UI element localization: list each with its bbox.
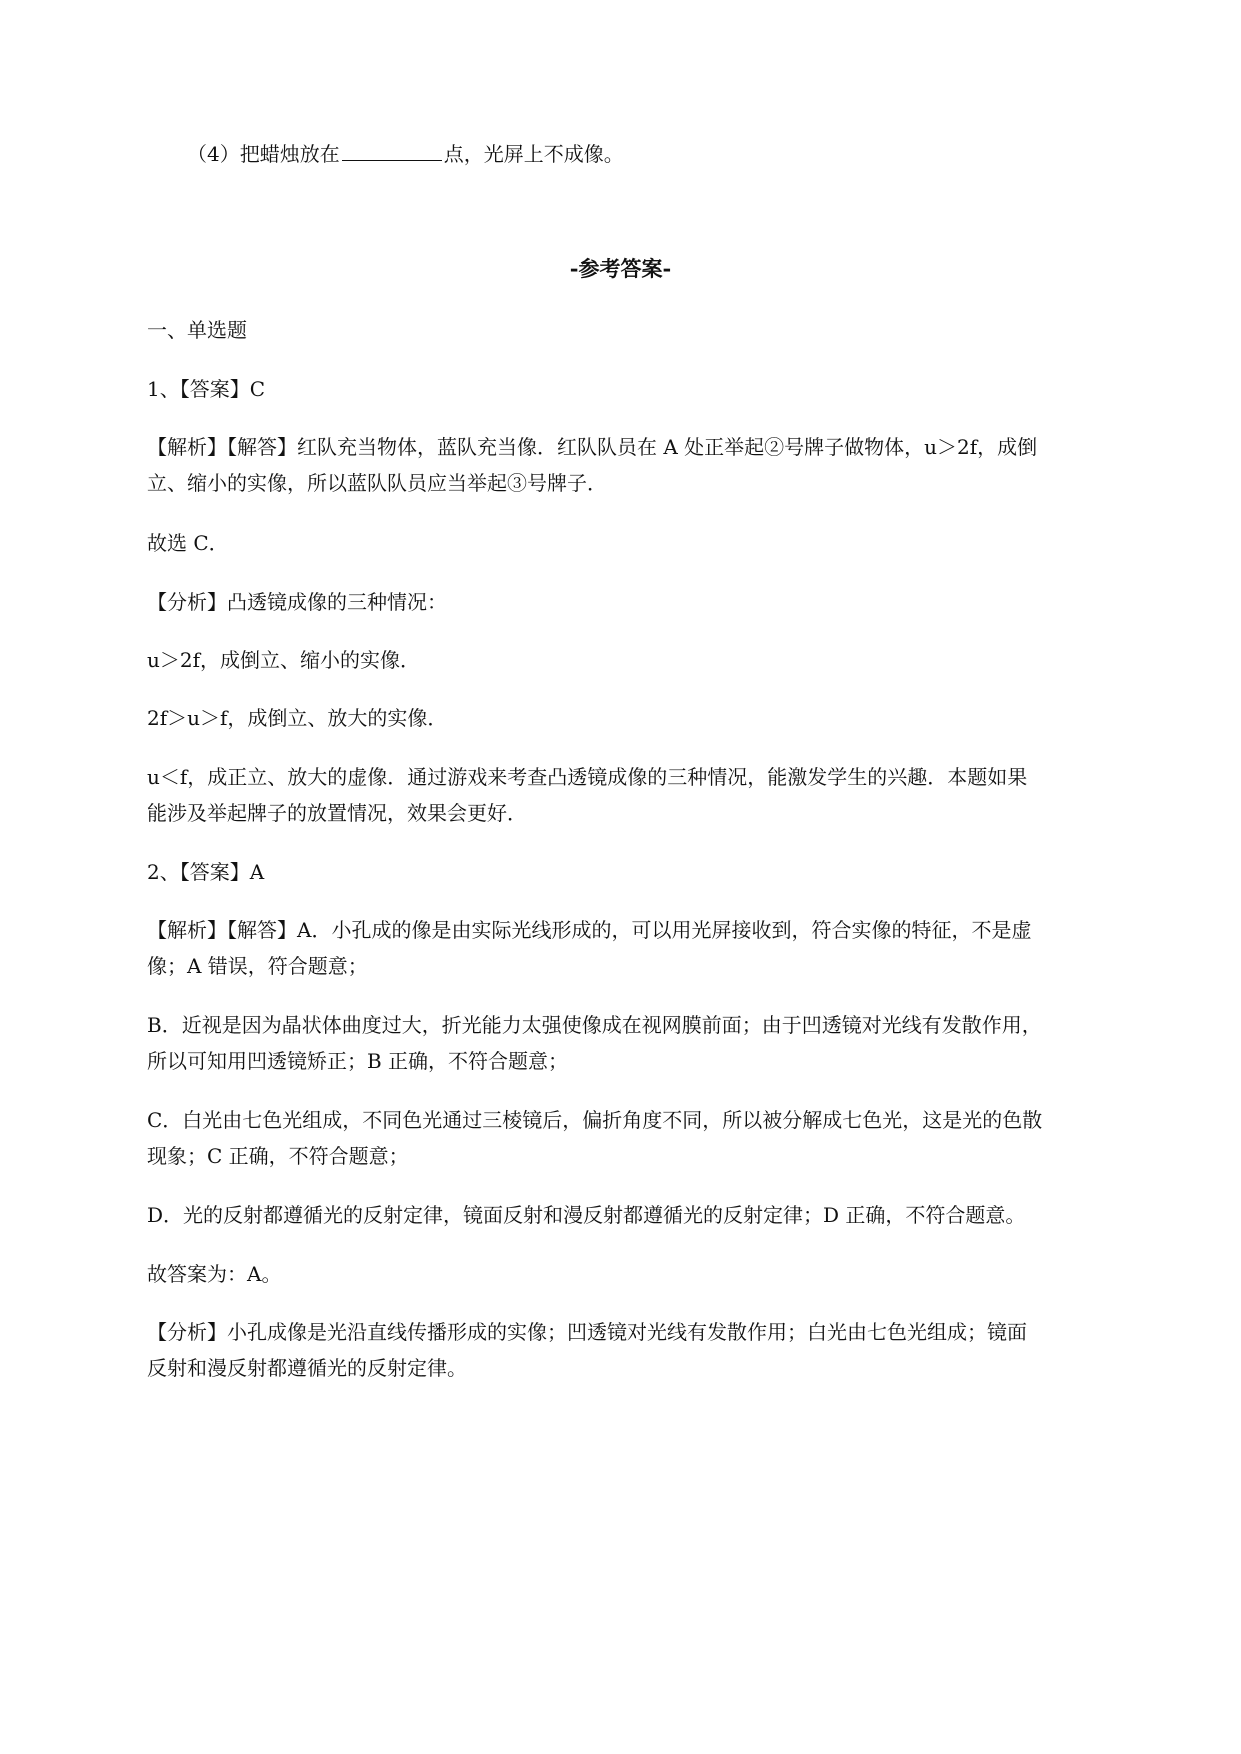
question-4 [187, 140, 1187, 168]
q1-case-3-line-2: 能涉及举起牌子的放置情况，效果会更好． [147, 801, 527, 825]
q1-choice: 故选 C． [147, 531, 229, 555]
q2-option-c-line-1: C．白光由七色光组成，不同色光通过三棱镜后，偏折角度不同，所以被分解成七色光，这是光的色散 [147, 1108, 1043, 1132]
q2-answer: 2、【答案】A [147, 860, 265, 884]
q2-conclusion: 故答案为：A。 [147, 1262, 282, 1286]
question-4-text-after: 点，光屏上不成像。 [443, 142, 624, 166]
q2-option-a-line-1: 【解析】【解答】A．小孔成的像是由实际光线形成的，可以用光屏接收到，符合实像的特征，不是虚 [147, 918, 1032, 942]
q2-fenxi-line-1: 【分析】小孔成像是光沿直线传播形成的实像；凹透镜对光线有发散作用；白光由七色光组成；镜面 [147, 1320, 1027, 1344]
answer-key-heading: -参考答案- [569, 256, 672, 281]
q1-case-3-line-1: u＜f，成正立、放大的虚像．通过游戏来考查凸透镜成像的三种情况，能激发学生的兴趣．本题如果 [147, 765, 1028, 789]
q1-analysis-line-1: 【解析】【解答】红队充当物体，蓝队充当像．红队队员在 A 处正举起②号牌子做物体，u＞2f，成倒 [147, 435, 1038, 459]
q2-option-b-line-2: 所以可知用凹透镜矫正；B 正确，不符合题意； [147, 1049, 569, 1073]
q1-analysis-line-2: 立、缩小的实像，所以蓝队队员应当举起③号牌子． [147, 471, 607, 495]
section-title: 一、单选题 [147, 318, 247, 342]
q1-case-1: u＞2f，成倒立、缩小的实像． [147, 648, 421, 672]
q2-option-a-line-2: 像；A 错误，符合题意； [147, 954, 368, 978]
q2-fenxi-line-2: 反射和漫反射都遵循光的反射定律。 [147, 1356, 467, 1380]
q1-answer: 1、【答案】C [147, 377, 266, 401]
q2-option-c-line-2: 现象；C 正确，不符合题意； [147, 1144, 409, 1168]
q1-case-2: 2f＞u＞f，成倒立、放大的实像． [147, 706, 448, 730]
q2-option-b-line-1: B．近视是因为晶状体曲度过大，折光能力太强使像成在视网膜前面；由于凹透镜对光线有发散作用， [147, 1013, 1042, 1037]
question-4-text-before: （4）把蜡烛放在 [187, 142, 340, 166]
q2-option-d: D．光的反射都遵循光的反射定律，镜面反射和漫反射都遵循光的反射定律；D 正确，不符合题意。 [147, 1203, 1026, 1227]
answer-blank [342, 140, 442, 161]
q1-fenxi-title: 【分析】凸透镜成像的三种情况： [147, 590, 447, 614]
